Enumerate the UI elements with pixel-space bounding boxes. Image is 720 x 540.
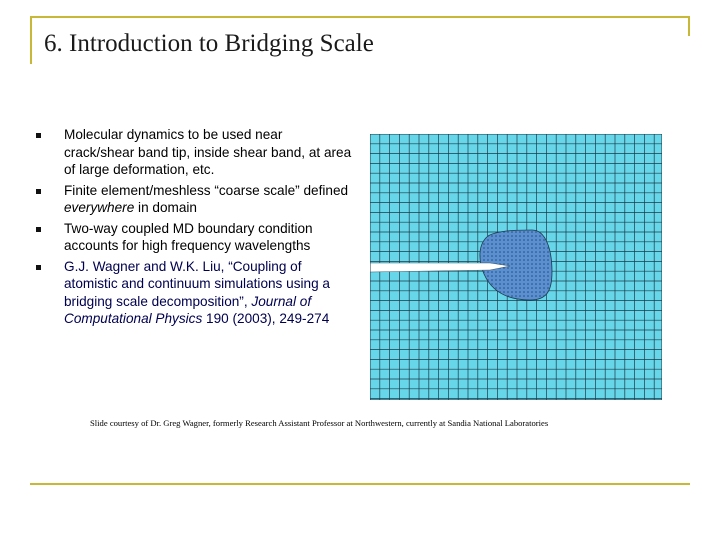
bullet-text-post: 190 (2003), 249-274 bbox=[202, 311, 330, 326]
bullet-item bbox=[32, 126, 352, 179]
journal-name: Journal of Computational Physics bbox=[64, 293, 312, 326]
slide-caption: Slide courtesy of Dr. Greg Wagner, formerly Research Assistant Professor at Northwestern, currently at Sandia National Laboratories bbox=[90, 418, 549, 428]
top-rule bbox=[30, 16, 690, 18]
bottom-rule bbox=[30, 483, 690, 485]
bullet-text: Molecular dynamics to be used near crack/shear band tip, inside shear band, at area of large deformation, etc. bbox=[64, 127, 352, 177]
bullet-text bbox=[64, 183, 348, 216]
bullet-text-pre: Finite element/meshless “coarse scale” defined bbox=[64, 182, 349, 198]
bullet-item-reference bbox=[32, 258, 352, 328]
bullet-text-pre: G.J. Wagner and W.K. Liu, “Coupling of atomistic and continuum simulations using a bridging scale decomposition”, bbox=[64, 258, 330, 309]
bullet-text: Two-way coupled MD boundary condition accounts for high frequency wavelengths bbox=[64, 220, 313, 253]
bullet-square-icon bbox=[36, 227, 41, 232]
bullet-square-icon bbox=[36, 133, 41, 138]
bullet-item bbox=[32, 182, 352, 217]
bullet-square-icon bbox=[36, 265, 41, 270]
right-rule bbox=[688, 16, 690, 36]
bullet-item bbox=[32, 220, 352, 255]
bullet-text bbox=[64, 259, 330, 327]
left-rule bbox=[30, 16, 32, 64]
bullet-square-icon bbox=[36, 189, 41, 194]
bullet-text-emphasis: everywhere bbox=[64, 200, 135, 215]
bullet-list bbox=[32, 126, 352, 331]
slide-title: 6. Introduction to Bridging Scale bbox=[44, 30, 374, 57]
bullet-text-post: in domain bbox=[134, 200, 197, 215]
fe-grid-crack-icon bbox=[370, 134, 662, 400]
